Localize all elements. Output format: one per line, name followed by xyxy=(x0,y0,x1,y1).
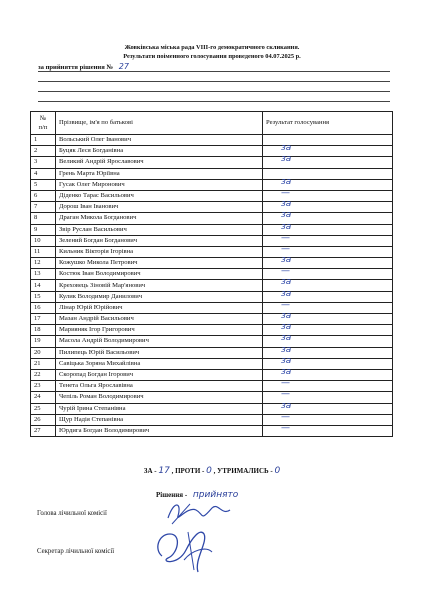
deputy-name: Креховець Зіновій Мар'янович xyxy=(56,280,263,291)
table-row xyxy=(31,224,393,235)
row-number: 8 xyxy=(31,213,56,224)
deputy-name: Великий Андрій Ярославович xyxy=(56,157,263,168)
vote-table-body xyxy=(31,135,393,437)
table-row xyxy=(31,146,393,157)
row-number: 13 xyxy=(31,269,56,280)
vote-mark: — xyxy=(281,299,290,310)
utrym-label: , УТРИМАЛИСЬ - xyxy=(213,467,273,475)
column-header-number: № п/п xyxy=(31,112,56,135)
council-title: Жовківська міська рада VIII-го демократичного скликання. xyxy=(124,44,300,51)
table-row xyxy=(31,291,393,302)
row-number: 19 xyxy=(31,336,56,347)
vote-mark: за xyxy=(281,199,292,210)
secretary-signature xyxy=(148,520,228,576)
row-number: 26 xyxy=(31,414,56,425)
deputy-name: Діденко Тарас Васильович xyxy=(56,190,263,201)
table-row xyxy=(31,269,393,280)
decision-label: за прийняття рішення № xyxy=(38,64,114,71)
table-row xyxy=(31,213,393,224)
row-number: 21 xyxy=(31,358,56,369)
table-row xyxy=(31,168,393,179)
vote-mark: за xyxy=(281,355,292,366)
vote-mark: за xyxy=(281,277,292,288)
deputy-name: Дорош Іван Іванович xyxy=(56,202,263,213)
vote-mark: за xyxy=(281,333,292,344)
deputy-name: Мазан Андрій Васильович xyxy=(56,314,263,325)
row-number: 4 xyxy=(31,168,56,179)
vote-mark: за xyxy=(281,366,292,377)
table-row xyxy=(31,403,393,414)
table-row xyxy=(31,157,393,168)
vote-mark: за xyxy=(281,176,292,187)
deputy-name: Чепіль Роман Володимирович xyxy=(56,392,263,403)
vote-cell xyxy=(263,422,393,436)
deputy-name: Пилипець Юрій Васильович xyxy=(56,347,263,358)
row-number: 24 xyxy=(31,392,56,403)
deputy-name: Щур Надія Степанівна xyxy=(56,414,263,425)
row-number: 17 xyxy=(31,314,56,325)
deputy-name: Буцяк Леся Богданівна xyxy=(56,146,263,157)
blank-line xyxy=(38,81,390,82)
vote-mark: за xyxy=(281,221,292,232)
deputy-name: Кильник Вікторія Ігорівна xyxy=(56,246,263,257)
vote-mark: — xyxy=(281,378,290,389)
table-row xyxy=(31,314,393,325)
row-number: 7 xyxy=(31,202,56,213)
vote-mark: за xyxy=(281,400,292,411)
deputy-name: Кожушко Микола Петрович xyxy=(56,258,263,269)
utrym-value: 0 xyxy=(274,466,281,476)
za-label: ЗА - xyxy=(143,467,157,475)
vote-summary xyxy=(0,466,424,476)
vote-mark: — xyxy=(281,187,290,198)
row-number: 11 xyxy=(31,246,56,257)
vote-mark: за xyxy=(281,344,292,355)
vote-mark: — xyxy=(281,422,290,433)
table-row xyxy=(31,246,393,257)
vote-mark: за xyxy=(281,322,292,333)
vote-table xyxy=(30,111,393,437)
deputy-name: Чурій Ірина Степанівна xyxy=(56,403,263,414)
deputy-name: Костюк Іван Володимирович xyxy=(56,269,263,280)
vote-mark: — xyxy=(281,266,290,277)
secretary-label: Секретар лічильної комісії xyxy=(37,548,115,555)
vote-mark: — xyxy=(281,411,290,422)
proty-value: 0 xyxy=(206,466,212,476)
vote-mark: за xyxy=(281,210,292,221)
table-row xyxy=(31,235,393,246)
deputy-name: Грень Марта Юріївна xyxy=(56,168,263,179)
row-number: 15 xyxy=(31,291,56,302)
table-row xyxy=(31,414,393,425)
table-row xyxy=(31,135,393,146)
deputy-name: Скоропад Богдан Ігорович xyxy=(56,369,263,380)
vote-mark: — xyxy=(281,243,290,254)
row-number: 10 xyxy=(31,235,56,246)
deputy-name: Савіцька Зоряна Михайлівна xyxy=(56,358,263,369)
vote-mark: за xyxy=(281,288,292,299)
table-row xyxy=(31,202,393,213)
row-number: 16 xyxy=(31,302,56,313)
deputy-name: Лінар Юрій Юрійович xyxy=(56,302,263,313)
table-row xyxy=(31,325,393,336)
row-number: 25 xyxy=(31,403,56,414)
head-label: Голова лічильної комісії xyxy=(37,510,107,517)
table-row xyxy=(31,179,393,190)
row-number: 20 xyxy=(31,347,56,358)
deputy-name: Тенета Ольга Ярославівна xyxy=(56,381,263,392)
decision-number: 27 xyxy=(118,62,129,71)
row-number: 27 xyxy=(31,425,56,436)
table-row xyxy=(31,392,393,403)
decision-line xyxy=(38,62,129,71)
row-number: 23 xyxy=(31,381,56,392)
deputy-name: Юрдига Богдан Володимирович xyxy=(56,425,263,436)
table-row xyxy=(31,336,393,347)
table-row xyxy=(31,258,393,269)
blank-line xyxy=(38,71,390,72)
table-row xyxy=(31,369,393,380)
row-number: 3 xyxy=(31,157,56,168)
result-value: прийнято xyxy=(192,490,239,500)
deputy-name: Драган Микола Богданович xyxy=(56,213,263,224)
deputy-name: Масола Андрій Володимирович xyxy=(56,336,263,347)
deputy-name: Звір Руслан Васильович xyxy=(56,224,263,235)
vote-mark: за xyxy=(281,311,292,321)
row-number: 6 xyxy=(31,190,56,201)
table-row xyxy=(31,381,393,392)
deputy-name: Зелений Богдан Богданович xyxy=(56,235,263,246)
vote-mark: — xyxy=(281,389,290,400)
vote-cell xyxy=(263,154,393,168)
row-number: 14 xyxy=(31,280,56,291)
deputy-name: Марияняк Ігор Григорович xyxy=(56,325,263,336)
row-number: 9 xyxy=(31,224,56,235)
blank-line xyxy=(38,101,390,102)
table-row xyxy=(31,347,393,358)
row-number: 1 xyxy=(31,135,56,146)
table-row xyxy=(31,190,393,201)
blank-line xyxy=(38,91,390,92)
vote-mark: за xyxy=(281,154,292,165)
row-number: 2 xyxy=(31,146,56,157)
row-number: 22 xyxy=(31,369,56,380)
column-header-name: Прізвище, ім'я по батькові xyxy=(56,112,263,135)
deputy-name: Вольський Олег Іванович xyxy=(56,135,263,146)
table-header-row xyxy=(31,112,393,135)
table-row xyxy=(31,358,393,369)
column-header-result: Результат голосування xyxy=(263,112,393,135)
row-number: 18 xyxy=(31,325,56,336)
row-number: 12 xyxy=(31,258,56,269)
table-row xyxy=(31,302,393,313)
proty-label: , ПРОТИ - xyxy=(171,467,205,475)
deputy-name: Гусак Олег Миронович xyxy=(56,179,263,190)
result-label: Рішення - xyxy=(156,491,188,499)
table-row xyxy=(31,425,393,436)
vote-results-title: Результати поіменного голосування проведеного 04.07.2025 р. xyxy=(123,53,301,60)
vote-mark: за xyxy=(281,143,292,154)
za-value: 17 xyxy=(158,466,170,476)
deputy-name: Кулик Володимир Данилович xyxy=(56,291,263,302)
vote-mark: за xyxy=(281,255,292,266)
row-number: 5 xyxy=(31,179,56,190)
table-row xyxy=(31,280,393,291)
vote-mark: — xyxy=(281,232,290,243)
